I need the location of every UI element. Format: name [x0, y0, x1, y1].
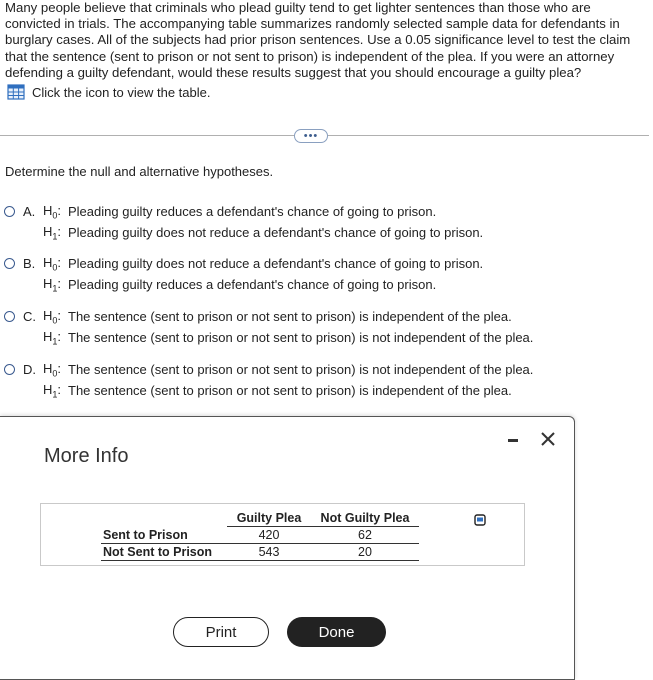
h1-label: $H_1$: [43, 381, 62, 400]
h1-label: $H_1$: [43, 223, 62, 242]
col-header-guilty: Guilty Plea [227, 510, 311, 527]
option-b[interactable] [4, 253, 483, 295]
option-a-h0-text: Pleading guilty reduces a defendant's chance of going to prison. [68, 204, 437, 219]
copy-table-icon[interactable] [474, 514, 486, 526]
option-c[interactable] [4, 306, 533, 348]
data-table-container [40, 503, 525, 566]
print-button[interactable]: Print [173, 617, 269, 647]
view-table-link[interactable] [7, 84, 210, 100]
option-c-radio[interactable] [4, 311, 15, 322]
option-d-radio[interactable] [4, 364, 15, 375]
table-header-row [101, 510, 419, 527]
option-b-h0-text: Pleading guilty does not reduce a defendant's chance of going to prison. [68, 256, 484, 271]
h0-label: $H_0$: [43, 202, 62, 221]
option-c-h0-text: The sentence (sent to prison or not sent to prison) is independent of the plea. [68, 309, 512, 324]
cell-value: 543 [227, 544, 311, 561]
problem-statement: Many people believe that criminals who plead guilty tend to get lighter sentences than those who are convicted in trials. The accompanying table summarizes randomly selected sample data for defendants in burglary cases. All of the subjects had prior prison sentences. Use a 0.05 significance level to test the claim that the sentence (sent to prison or not sent to prison) is independent of the plea. If you were an attorney defending a guilty defendant, would these results suggest that you should encourage a guilty plea? [5, 0, 631, 80]
option-d-letter: D. [23, 362, 36, 377]
cell-value: 420 [227, 527, 311, 544]
cell-value: 62 [311, 527, 419, 544]
table-grid-icon[interactable] [7, 84, 25, 100]
more-info-dialog [0, 416, 575, 680]
option-c-letter: C. [23, 309, 36, 324]
table-row [101, 544, 419, 561]
option-a-h1-text: Pleading guilty does not reduce a defendant's chance of going to prison. [68, 225, 484, 240]
option-b-radio[interactable] [4, 258, 15, 269]
close-icon[interactable] [539, 430, 557, 448]
h1-label: $H_1$: [43, 275, 62, 294]
data-table [101, 510, 419, 561]
option-b-h1-text: Pleading guilty reduces a defendant's chance of going to prison. [68, 277, 437, 292]
row-label-not-sent: Not Sent to Prison [101, 544, 227, 561]
option-a-letter: A. [23, 204, 36, 219]
option-a-radio[interactable] [4, 206, 15, 217]
option-a[interactable] [4, 201, 483, 243]
h1-label: $H_1$: [43, 328, 62, 347]
table-row [101, 527, 419, 544]
close-button[interactable] [539, 430, 557, 448]
view-table-label[interactable]: Click the icon to view the table. [32, 84, 211, 100]
option-c-h1-text: The sentence (sent to prison or not sent to prison) is not independent of the plea. [68, 330, 534, 345]
h0-label: $H_0$: [43, 254, 62, 273]
minimize-button[interactable] [506, 431, 520, 447]
dialog-title: More Info [44, 445, 129, 467]
row-label-sent: Sent to Prison [101, 527, 227, 544]
option-d-h1-text: The sentence (sent to prison or not sent to prison) is independent of the plea. [68, 383, 512, 398]
h0-label: $H_0$: [43, 360, 62, 379]
option-d-h0-text: The sentence (sent to prison or not sent to prison) is not independent of the plea. [68, 362, 534, 377]
minimize-icon[interactable] [508, 439, 518, 442]
question-prompt: Determine the null and alternative hypotheses. [5, 164, 274, 179]
header-corner [101, 510, 227, 527]
option-b-letter: B. [23, 256, 36, 271]
expand-more-button[interactable]: ••• [294, 129, 328, 143]
cell-value: 20 [311, 544, 419, 561]
col-header-not-guilty: Not Guilty Plea [311, 510, 419, 527]
h0-label: $H_0$: [43, 307, 62, 326]
done-button[interactable]: Done [287, 617, 386, 647]
option-d[interactable] [4, 359, 533, 401]
